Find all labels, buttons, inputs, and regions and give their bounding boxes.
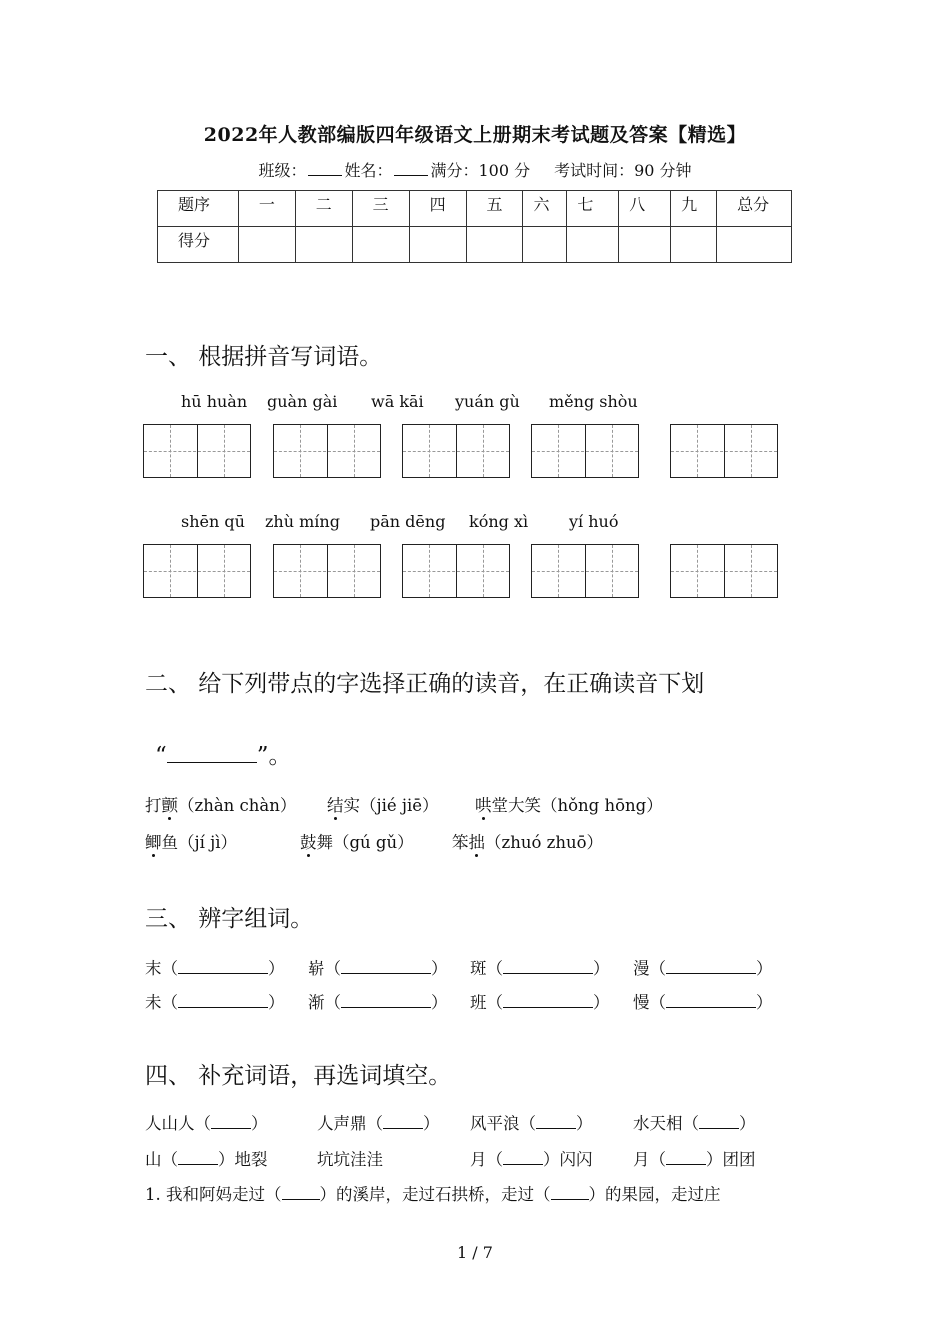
writing-grid[interactable] <box>531 544 639 598</box>
section2-heading-cont <box>155 737 292 770</box>
word-item: 斑（ ） <box>470 959 610 978</box>
header-cell: 总分 <box>717 191 792 227</box>
word-item: 班（ ） <box>470 993 610 1012</box>
reading-item: 笨拙（zhuó zhuō） <box>452 829 603 853</box>
pinyin-label: hū huàn <box>181 392 248 411</box>
header-cell: 六 <box>523 191 567 227</box>
name-label: 姓名： <box>344 161 393 180</box>
header-cell: 二 <box>295 191 352 227</box>
word-item: 渐（ ） <box>308 993 448 1012</box>
page-number: 1 / 7 <box>457 1243 493 1262</box>
header-cell: 九 <box>671 191 717 227</box>
section2-heading: 二、 给下列带点的字选择正确的读音，在正确读音下划 <box>145 671 705 697</box>
writing-grid[interactable] <box>670 544 778 598</box>
dotted-char: 鼓 <box>300 829 317 853</box>
writing-grid[interactable] <box>143 544 251 598</box>
answer-blank[interactable] <box>503 959 593 974</box>
score-cell[interactable] <box>409 227 466 263</box>
idiom-item: 山（ ）地裂 <box>145 1150 268 1169</box>
answer-blank[interactable] <box>178 1150 218 1165</box>
answer-blank[interactable] <box>699 1114 739 1129</box>
header-cell: 七 <box>567 191 619 227</box>
score-cell[interactable] <box>717 227 792 263</box>
header-cell: 题序 <box>158 191 239 227</box>
dotted-char: 拙 <box>469 829 486 853</box>
header-cell: 八 <box>619 191 671 227</box>
idiom-item: 水天相（ ） <box>633 1114 756 1133</box>
dotted-char: 颤 <box>162 792 179 816</box>
score-cell[interactable] <box>523 227 567 263</box>
question-1: 1. 我和阿妈走过（ ）的溪岸，走过石拱桥，走过（ ）的果园，走过庄 <box>145 1185 721 1204</box>
open-quote: “ <box>155 743 167 769</box>
idiom-item: 月（ ）团团 <box>633 1150 756 1169</box>
pinyin-label: pān dēng <box>370 512 446 531</box>
pinyin-label: wā kāi <box>371 392 424 411</box>
writing-grid[interactable] <box>143 424 251 478</box>
writing-grid[interactable] <box>273 544 381 598</box>
answer-blank[interactable] <box>211 1114 251 1129</box>
score-cell[interactable] <box>567 227 619 263</box>
pinyin-label: měng shòu <box>549 392 638 411</box>
answer-blank[interactable] <box>503 993 593 1008</box>
answer-blank[interactable] <box>383 1114 423 1129</box>
score-table <box>157 190 792 263</box>
pinyin-label: yuán gù <box>455 392 520 411</box>
page-title: 2022年人教部编版四年级语文上册期末考试题及答案【精选】 <box>203 124 747 146</box>
section3-heading: 三、 辨字组词。 <box>145 906 314 932</box>
score-header-row <box>158 191 792 227</box>
score-cell[interactable] <box>352 227 409 263</box>
pinyin-label: shēn qū <box>181 512 245 531</box>
name-blank <box>394 161 428 176</box>
section4-heading: 四、 补充词语，再选词填空。 <box>145 1063 452 1089</box>
score-cell[interactable] <box>466 227 523 263</box>
header-cell: 四 <box>409 191 466 227</box>
word-item: 慢（ ） <box>633 993 773 1012</box>
word-item: 漫（ ） <box>633 959 773 978</box>
reading-item: 结实（jié jiē） <box>327 792 439 816</box>
score-cell[interactable] <box>238 227 295 263</box>
reading-item: 打颤（zhàn chàn） <box>145 792 296 816</box>
answer-blank[interactable] <box>341 959 431 974</box>
full-score: 满分：100 分 <box>430 161 531 180</box>
close-quote: ”。 <box>256 743 292 769</box>
writing-grid[interactable] <box>402 544 510 598</box>
underline-sample <box>167 748 257 763</box>
pinyin-label: yí huó <box>569 512 619 531</box>
writing-grid[interactable] <box>670 424 778 478</box>
answer-blank[interactable] <box>178 993 268 1008</box>
word-item: 未（ ） <box>145 993 285 1012</box>
dotted-char: 哄 <box>475 792 492 816</box>
writing-grid[interactable] <box>402 424 510 478</box>
pinyin-label: zhù míng <box>265 512 340 531</box>
header-cell: 五 <box>466 191 523 227</box>
idiom-item: 人山人（ ） <box>145 1114 268 1133</box>
row-label: 得分 <box>158 227 239 263</box>
score-cell[interactable] <box>619 227 671 263</box>
writing-grid[interactable] <box>531 424 639 478</box>
pinyin-label: guàn gài <box>267 392 338 411</box>
pinyin-label: kóng xì <box>469 512 529 531</box>
dotted-char: 结 <box>327 792 344 816</box>
answer-blank[interactable] <box>666 959 756 974</box>
answer-blank[interactable] <box>341 993 431 1008</box>
section1-heading: 一、 根据拼音写词语。 <box>145 344 383 370</box>
reading-item: 鲫鱼（jí jì） <box>145 829 237 853</box>
class-label: 班级： <box>258 161 307 180</box>
reading-item: 哄堂大笑（hǒng hōng） <box>475 792 663 816</box>
dotted-char: 鲫 <box>145 829 162 853</box>
score-cell[interactable] <box>671 227 717 263</box>
exam-time: 考试时间：90 分钟 <box>554 161 692 180</box>
answer-blank[interactable] <box>282 1185 320 1200</box>
answer-blank[interactable] <box>666 1150 706 1165</box>
answer-blank[interactable] <box>666 993 756 1008</box>
word-item: 崭（ ） <box>308 959 448 978</box>
idiom-item: 月（ ）闪闪 <box>470 1150 593 1169</box>
score-value-row <box>158 227 792 263</box>
exam-meta <box>0 158 950 181</box>
score-cell[interactable] <box>295 227 352 263</box>
header-cell: 一 <box>238 191 295 227</box>
answer-blank[interactable] <box>536 1114 576 1129</box>
answer-blank[interactable] <box>551 1185 589 1200</box>
answer-blank[interactable] <box>178 959 268 974</box>
idiom-item: 人声鼎（ ） <box>317 1114 440 1133</box>
reading-item: 鼓舞（gú gǔ） <box>300 829 414 853</box>
idiom-item: 坑坑洼洼 <box>317 1150 383 1169</box>
word-item: 末（ ） <box>145 959 285 978</box>
header-cell: 三 <box>352 191 409 227</box>
answer-blank[interactable] <box>503 1150 543 1165</box>
writing-grid[interactable] <box>273 424 381 478</box>
idiom-item: 风平浪（ ） <box>470 1114 593 1133</box>
class-blank <box>308 161 342 176</box>
